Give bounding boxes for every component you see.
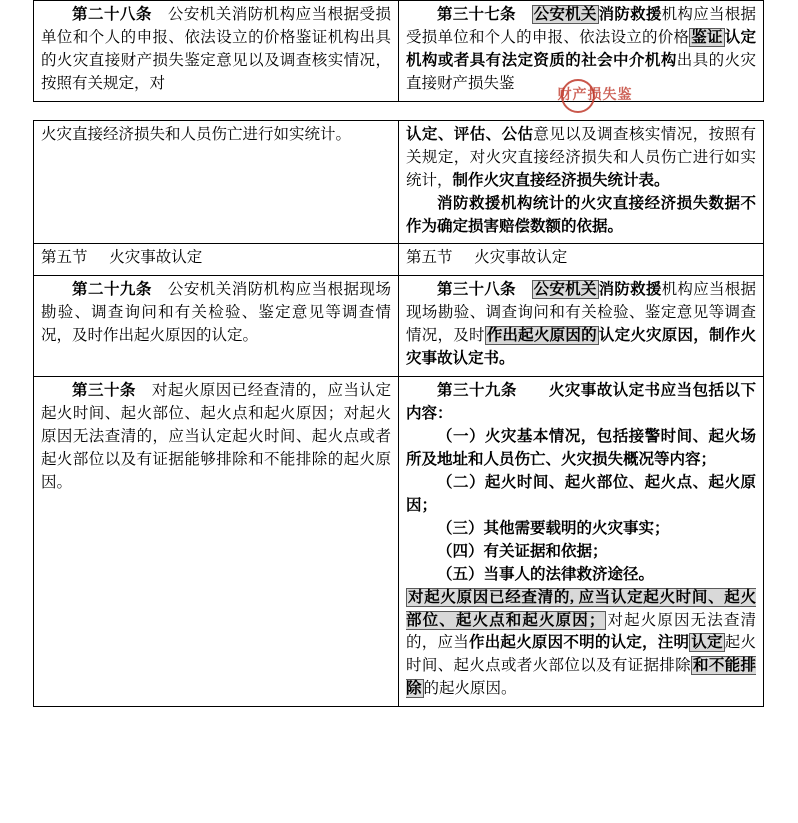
text-run: 的起火原因。 [423, 680, 517, 698]
text-run: 消防救援机构统计的火灾直接经济损失数据不作为确定损害赔偿数额的依据。 [406, 194, 756, 235]
text-run: （五）当事人的法律救济途径。 [437, 565, 655, 583]
paragraph [406, 541, 756, 564]
paragraph [406, 124, 756, 193]
paragraph [406, 518, 756, 541]
text-run: 消防 [598, 281, 631, 299]
section-heading-left [34, 244, 399, 276]
section-title-left: 火灾事故认定 [109, 249, 203, 267]
text-run: （四）有关证据和依据； [437, 542, 608, 560]
highlighted-text: 作出起火原因的 [486, 327, 597, 345]
table-row [34, 276, 764, 377]
text-run: 公安机关消防机构应当根据受损单位和个人的申报、依法设立的价格鉴证机构出具的火灾直接财产损失鉴定意见以及调查核实情况，按照有关规定，对 [41, 6, 391, 92]
text-run: （一）火灾基本情况，包括接警时间、起火场所及地址和人员伤亡、火灾损失概况等内容； [406, 428, 756, 468]
text-run: 第三十条 [72, 382, 136, 400]
cell-content [41, 4, 391, 96]
text-run: 公安机关消防机构应当根据现场勘验、调查询问和有关检验、鉴定意见等调查情况，及时作出起火原因的认定。 [41, 281, 391, 345]
cell-content [41, 279, 391, 348]
text-run: 救援 [630, 281, 662, 299]
highlighted-text: 和不能排除 [406, 657, 756, 698]
text-run: 第二十九条 [72, 281, 152, 299]
paragraph [41, 124, 391, 147]
text-run: 意见以及调查核实情况，按照有关规定，对火灾直接经济损失和人员伤亡进行如实统计， [406, 125, 756, 189]
section-number-left: 第五节 [41, 249, 88, 267]
comparison-table-top [33, 0, 764, 102]
cell-left-old-article-30 [34, 377, 399, 707]
text-run: 制作火灾直接经济损失统计表。 [452, 171, 670, 189]
text-run: 第三十七条 [437, 6, 516, 23]
highlighted-text: 公安机关 [533, 6, 597, 23]
paragraph [406, 472, 756, 518]
table-row [34, 1, 764, 102]
paragraph [41, 279, 391, 348]
cell-left-old-article-28 [34, 1, 399, 102]
section-title-right: 火灾事故认定 [474, 249, 568, 267]
text-run: 出具的火灾直接财产损失鉴 [406, 51, 756, 92]
highlighted-text: 对起火原因已经查清的, 应当认定起火时间、起火部位、起火点和起火原因； [406, 588, 756, 629]
text-run: 机构应当根据现场勘验、调查询问和有关检验、鉴定意见等调查情况，及时 [406, 281, 756, 345]
comparison-table-main [33, 120, 764, 708]
text-run: （三）其他需要载明的火灾事实； [437, 519, 670, 537]
text-run: 认定机构或者具有法定资质的社会中介机构 [406, 28, 756, 69]
text-run: 第二十八条 [72, 6, 152, 23]
cell-right-new-article-38 [399, 276, 764, 377]
paragraph [406, 279, 756, 371]
paragraph [406, 426, 756, 472]
cell-right-new-article-39 [399, 377, 764, 707]
cell-content [41, 124, 391, 147]
text-run: 对起火原因已经查清的，应当认定起火时间、起火部位、起火点和起火原因；对起火原因无法查清的，应当认定起火时间、起火点或者起火部位以及有证据能够排除和不能排除的起火原因。 [41, 382, 391, 491]
cell-left-old-article-29 [34, 276, 399, 377]
paragraph [406, 564, 756, 587]
text-run: 第三十八条 [437, 281, 516, 299]
cell-content [406, 380, 756, 701]
cell-right-new-article-37 [399, 1, 764, 102]
highlighted-text: 公安机关 [533, 281, 597, 299]
paragraph [406, 587, 756, 702]
cell-content [406, 124, 756, 239]
text-run: 起火时间、起火点或者火部位以及有证据排除 [406, 634, 756, 675]
table-row [34, 377, 764, 707]
text-run [516, 281, 532, 298]
table-row [34, 120, 764, 244]
highlighted-text: 认定 [691, 634, 723, 652]
seal-text: 财产损失鉴 [557, 88, 633, 103]
paragraph [406, 380, 756, 426]
cell-right-continued-statistics [399, 120, 764, 244]
text-run: 机构应当根据受损单位和个人的申报、依法设立的价格 [406, 6, 756, 46]
text-run: 火灾直接经济损失和人员伤亡进行如实统计。 [41, 125, 352, 143]
text-run: 救援 [630, 6, 662, 23]
text-run: 第三十九条 [437, 382, 517, 400]
text-run: 作出起火原因不明的认定，注明 [468, 634, 690, 652]
table-gap [0, 102, 798, 120]
paragraph [406, 4, 756, 96]
highlighted-text: 鉴证 [691, 28, 723, 46]
text-run: （二）起火时间、起火部位、起火点、起火原因； [406, 473, 756, 514]
cell-content [406, 4, 756, 96]
text-run: 认定火灾原因，制作火灾事故认定书。 [406, 327, 756, 368]
cell-left-continued-statistics [34, 120, 399, 244]
cell-content [41, 380, 391, 495]
paragraph [41, 4, 391, 96]
text-run [516, 6, 532, 23]
paragraph [41, 380, 391, 495]
text-run: 火灾事故认定书应当包括以下内容： [406, 382, 756, 423]
text-run: 对起火原因无法查清的，应当 [406, 611, 756, 652]
section-number-right: 第五节 [406, 249, 453, 267]
paragraph [406, 193, 756, 239]
text-run: 消防 [598, 6, 631, 23]
cell-content [406, 279, 756, 371]
table-row-section-heading [34, 244, 764, 276]
text-run: 认定、评估、公估 [406, 125, 534, 143]
section-heading-right [399, 244, 764, 276]
